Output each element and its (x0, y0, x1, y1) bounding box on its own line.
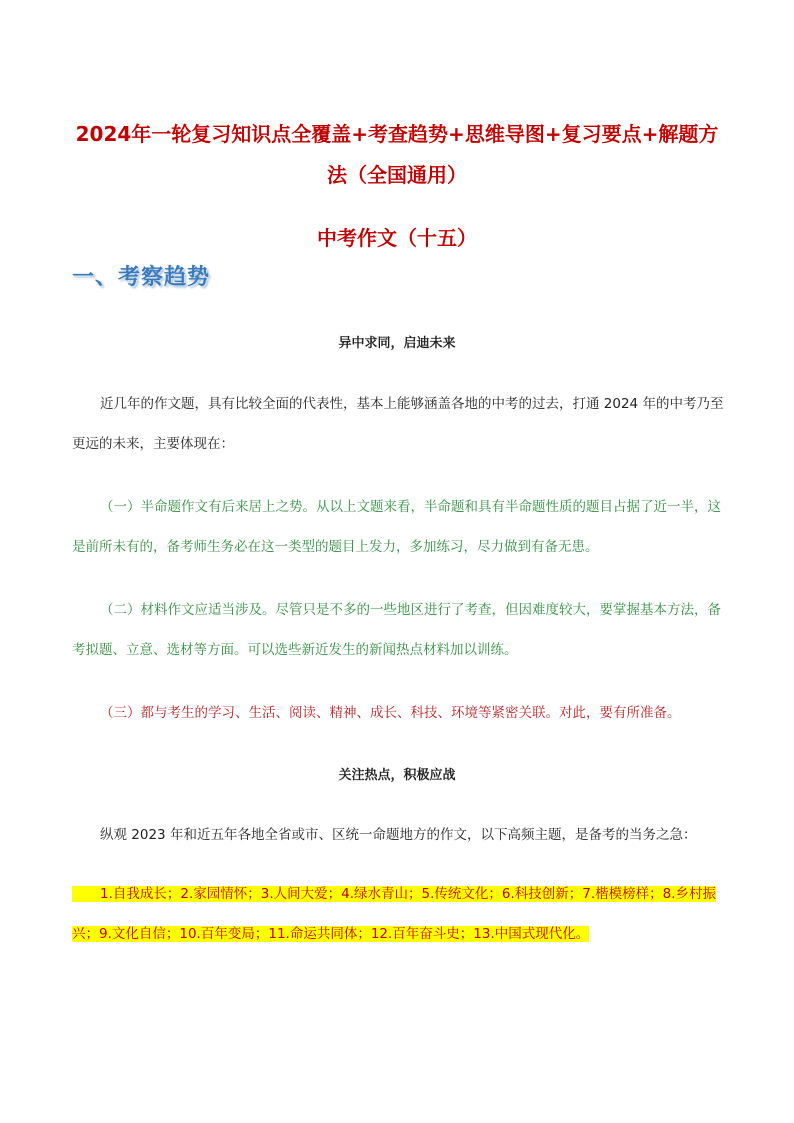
topics-line-2: 兴；9.文化自信；10.百年变局；11.命运共同体；12.百年奋斗史；13.中国式现代化。 (72, 926, 590, 942)
document-subtitle: 中考作文（十五） (317, 226, 477, 250)
trend-point-1: （一）半命题作文有后来居上之势。从以上文题来看，半命题和具有半命题性质的题目占据了近一半，这是前所未有的，备考师生务必在这一类型的题目上发力，多加练习，尽力做到有备无患。 (72, 499, 721, 555)
topics-intro-paragraph: 纵观 2023 年和近五年各地全省或市、区统一命题地方的作文，以下高频主题，是备考的当务之急： (100, 827, 697, 843)
trend-point-2: （二）材料作文应适当涉及。尽管只是不多的一些地区进行了考查，但因难度较大，要掌握基本方法，备考拟题、立意、选材等方面。可以选些新近发生的新闻热点材料加以训练。 (72, 602, 721, 658)
trend-point-3: （三）都与考生的学习、生活、阅读、精神、成长、科技、环境等紧密关联。对此，要有所准备。 (100, 705, 681, 721)
topics-line-1: 1.自我成长；2.家园情怀；3.人间大爱；4.绿水青山；5.传统文化；6.科技创新；7.楷模榜样；8.乡村振 (72, 886, 716, 902)
section-heading: 一、考察趋势 (72, 265, 211, 290)
document-title-line-1: 2024年一轮复习知识点全覆盖+考查趋势+思维导图+复习要点+解题方 (75, 122, 719, 146)
subheading-2: 关注热点，积极应战 (338, 768, 456, 783)
intro-paragraph: 近几年的作文题，具有比较全面的代表性，基本上能够涵盖各地的中考的过去，打通 2024 年的中考乃至更远的未来，主要体现在： (72, 396, 724, 452)
highlighted-topics (72, 874, 732, 954)
document-title-line-2: 法（全国通用） (327, 163, 467, 187)
subheading-1: 异中求同，启迪未来 (338, 336, 456, 351)
